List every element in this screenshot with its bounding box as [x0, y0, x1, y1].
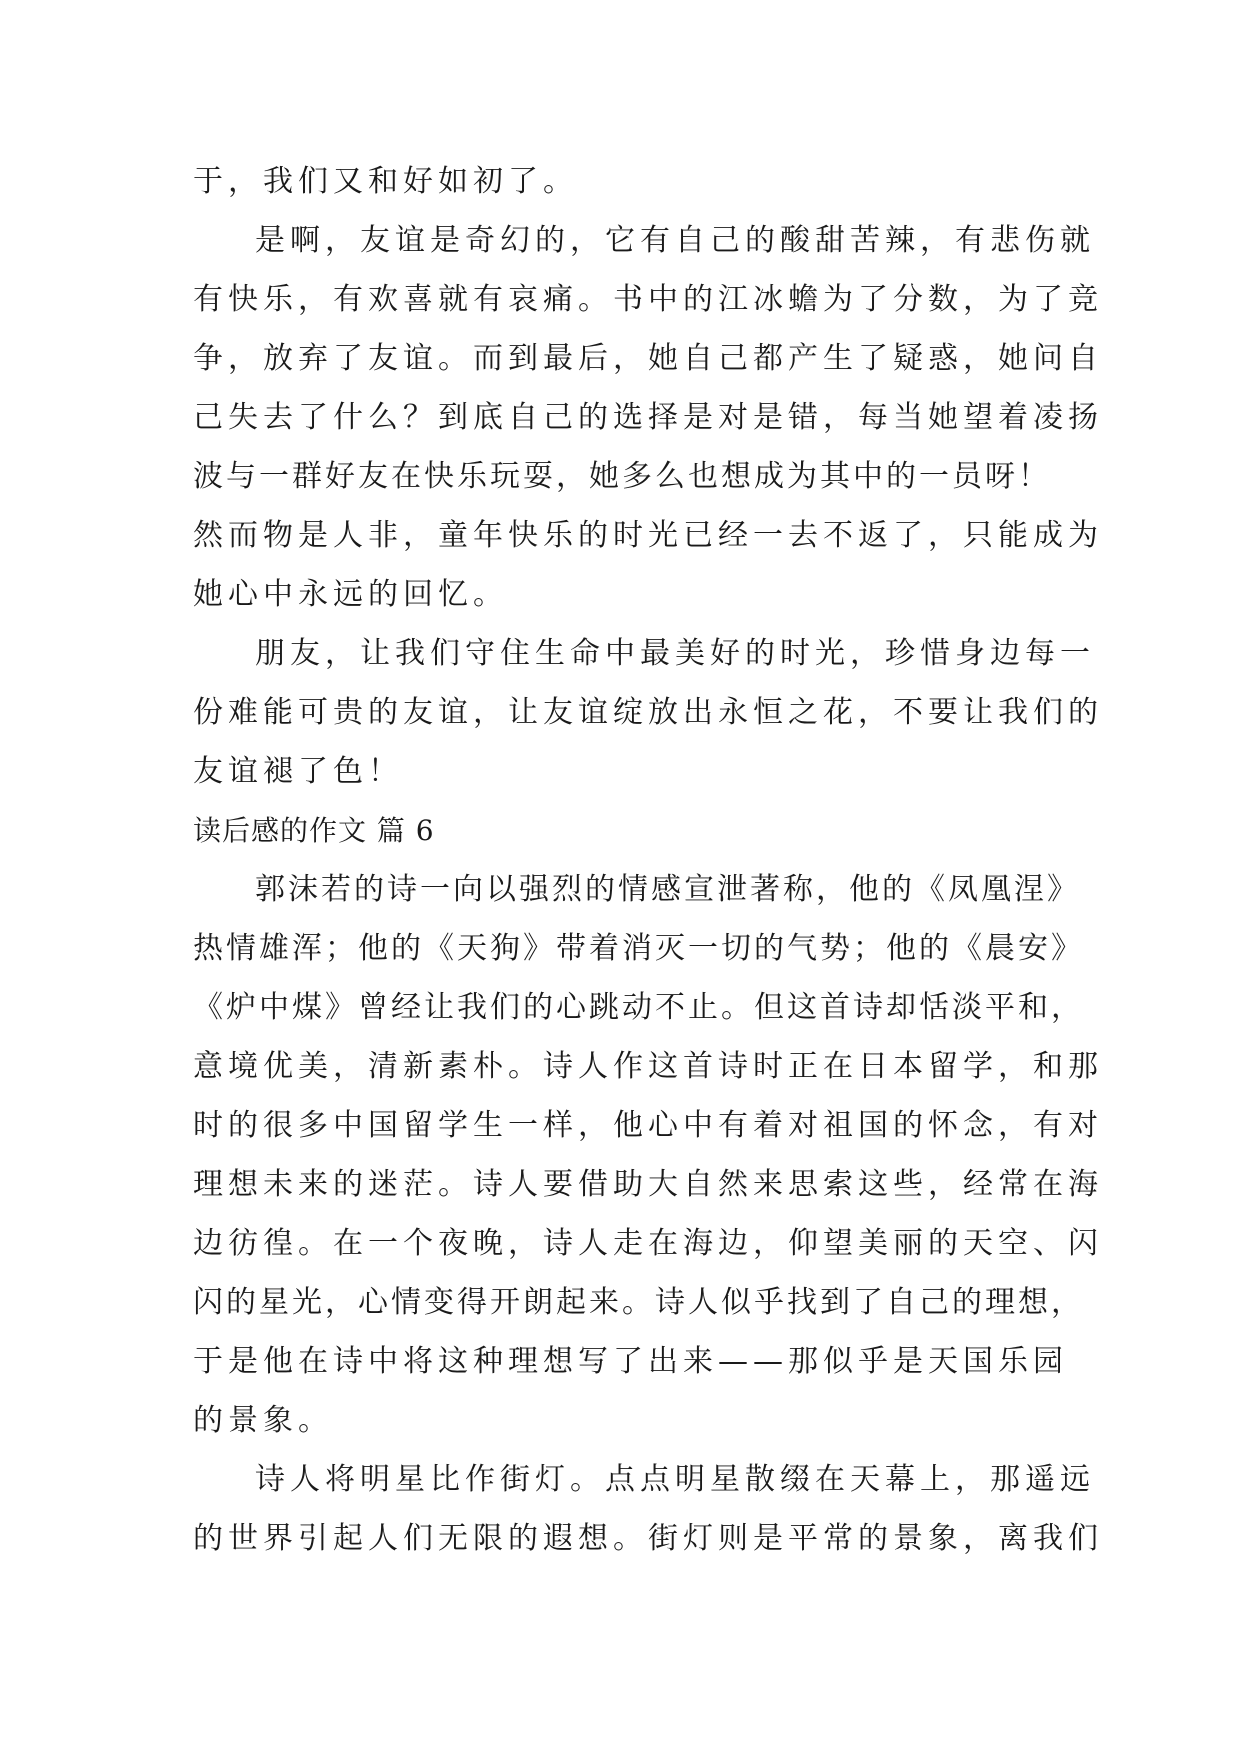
document-page: [193, 152, 1103, 1568]
section-heading: 读后感的作文 篇 6: [193, 814, 435, 847]
paragraph-start-line: 郭沫若的诗一向以强烈的情感宣泄著称，他的《凤凰涅》: [255, 872, 1080, 907]
paragraph-start-line: 是啊，友谊是奇幻的，它有自己的酸甜苦辣，有悲伤就: [255, 223, 1095, 258]
text-line: 边彷徨。在一个夜晚，诗人走在海边，仰望美丽的天空、闪: [193, 1226, 1103, 1261]
text-line: 的世界引起人们无限的遐想。街灯则是平常的景象，离我们: [193, 1521, 1103, 1556]
paragraph-start-line: 朋友，让我们守住生命中最美好的时光，珍惜身边每一: [255, 636, 1095, 671]
text-line: 《炉中煤》曾经让我们的心跳动不止。但这首诗却恬淡平和，: [193, 990, 1084, 1025]
text-line: 份难能可贵的友谊，让友谊绽放出永恒之花，不要让我们的: [193, 695, 1103, 730]
text-line: 友谊褪了色！: [193, 754, 403, 789]
text-line: 于是他在诗中将这种理想写了出来——那似乎是天国乐园: [193, 1344, 1068, 1379]
text-line: 己失去了什么？到底自己的选择是对是错，每当她望着凌扬: [193, 400, 1103, 435]
text-line: 意境优美，清新素朴。诗人作这首诗时正在日本留学，和那: [193, 1049, 1103, 1084]
paragraph-start-line: 诗人将明星比作街灯。点点明星散缀在天幕上，那遥远: [255, 1462, 1095, 1497]
text-line: 争，放弃了友谊。而到最后，她自己都产生了疑惑，她问自: [193, 341, 1103, 376]
text-line: 闪的星光，心情变得开朗起来。诗人似乎找到了自己的理想，: [193, 1285, 1084, 1320]
text-line: 于，我们又和好如初了。: [193, 164, 578, 199]
text-line: 时的很多中国留学生一样，他心中有着对祖国的怀念，有对: [193, 1108, 1103, 1143]
text-line: 理想未来的迷茫。诗人要借助大自然来思索这些，经常在海: [193, 1167, 1103, 1202]
text-line: 有快乐，有欢喜就有哀痛。书中的江冰蟾为了分数，为了竞: [193, 282, 1103, 317]
text-line: 波与一群好友在快乐玩耍，她多么也想成为其中的一员呀！: [193, 459, 1051, 494]
text-line: 的景象。: [193, 1403, 333, 1438]
text-line: 然而物是人非，童年快乐的时光已经一去不返了，只能成为: [193, 518, 1103, 553]
text-line: 她心中永远的回忆。: [193, 577, 508, 612]
text-line: 热情雄浑；他的《天狗》带着消灭一切的气势；他的《晨安》: [193, 931, 1084, 966]
